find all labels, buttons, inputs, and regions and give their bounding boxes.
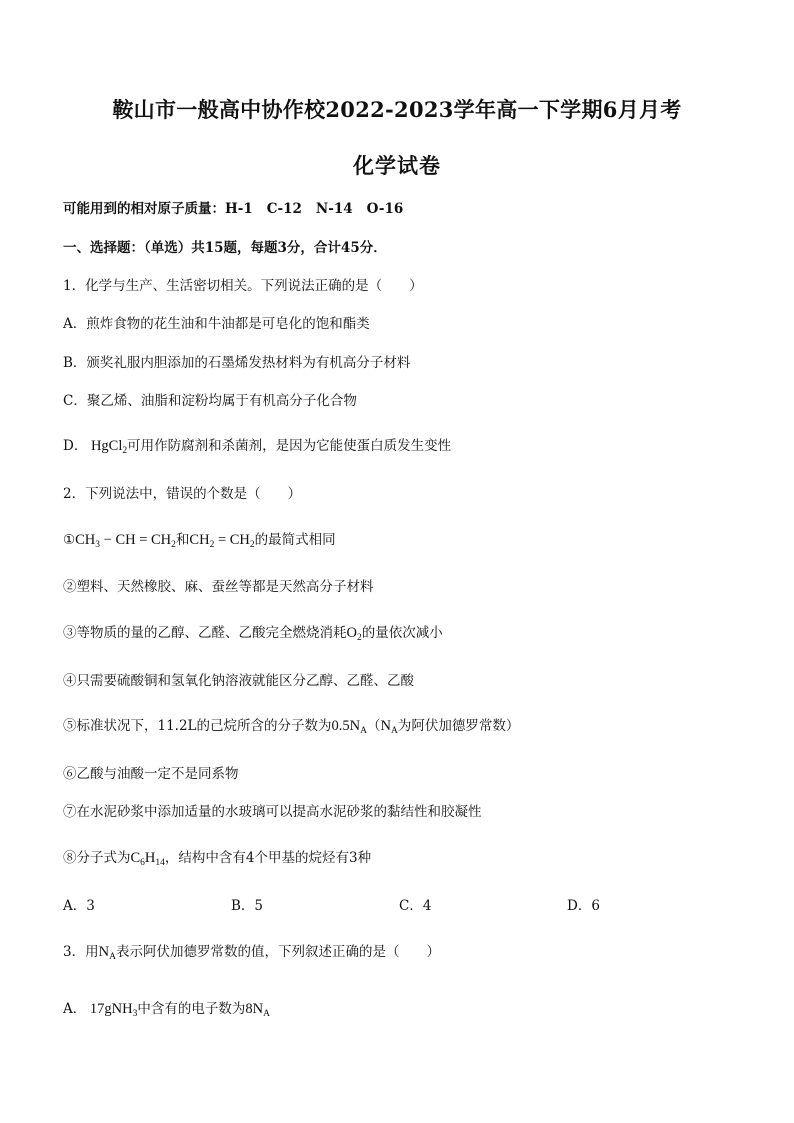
q2-statement-5: ⑤标准状况下，11.2L的己烷所含的分子数为$0.5N_A(N_A$为阿伏加德罗常数） [63,718,520,736]
exam-title: 鞍山市一般高中协作校2022-2023学年高一下学期6月月考 [112,97,682,122]
section-heading: 一、选择题：（单选）共15题，每题3分，合计45分． [63,240,387,256]
q2-statement-4: ④只需要硫酸铜和氢氧化钠溶液就能区分乙醇、乙醛、乙酸 [63,673,414,689]
q3-stem: 3．用$N_A$表示阿伏加德罗常数的值，下列叙述正确的是（ ） [63,944,440,962]
q1-option-a: A．煎炸食物的花生油和牛油都是可皂化的饱和酯类 [63,316,370,332]
q3-option-a: A． 17gNH$_3$中含有的电子数为$8N_A$ [63,1001,270,1019]
atomic-mass-h: H-1 [225,201,253,217]
q2-option-c: C．4 [399,898,432,914]
q2-option-a: A．3 [63,898,95,914]
q2-statement-1: $①CH_3$ − CH = $CH_2$和$CH_2 = CH_2$的最简式相同 [63,532,336,550]
atomic-mass-prefix: 可能用到的相对原子质量： [63,201,225,217]
atomic-mass-o: O-16 [366,201,404,217]
q1-stem: 1．化学与生产、生活密切相关。下列说法正确的是（ ） [63,278,423,294]
q1-option-d: D． HgCl$_2$可用作防腐剂和杀菌剂，是因为它能使蛋白质发生变性 [63,438,452,456]
q2-statement-8: ⑧分子式为$C_6H_{14}$，结构中含有4个甲基的烷烃有3种 [63,850,372,868]
q1-option-b: B．颁奖礼服内胆添加的石墨烯发热材料为有机高分子材料 [63,355,411,371]
q2-option-d: D．6 [567,898,600,914]
atomic-mass-line [63,200,403,218]
exam-subtitle: 化学试卷 [353,153,441,178]
q1-option-c: C．聚乙烯、油脂和淀粉均属于有机高分子化合物 [63,393,357,409]
q2-option-b: B．5 [231,898,264,914]
atomic-mass-c: C-12 [266,201,302,217]
q2-stem: 2．下列说法中，错误的个数是（ ） [63,486,302,502]
q2-statement-3: ③等物质的量的乙醇、乙醛、乙酸完全燃烧消耗$O_2$的量依次减小 [63,625,443,643]
atomic-mass-n: N-14 [315,201,353,217]
q2-statement-7: ⑦在水泥砂浆中添加适量的水玻璃可以提高水泥砂浆的黏结性和胶凝性 [63,804,482,820]
q2-statement-6: ⑥乙酸与油酸一定不是同系物 [63,766,239,782]
q2-statement-2: ②塑料、天然橡胶、麻、蚕丝等都是天然高分子材料 [63,579,374,595]
